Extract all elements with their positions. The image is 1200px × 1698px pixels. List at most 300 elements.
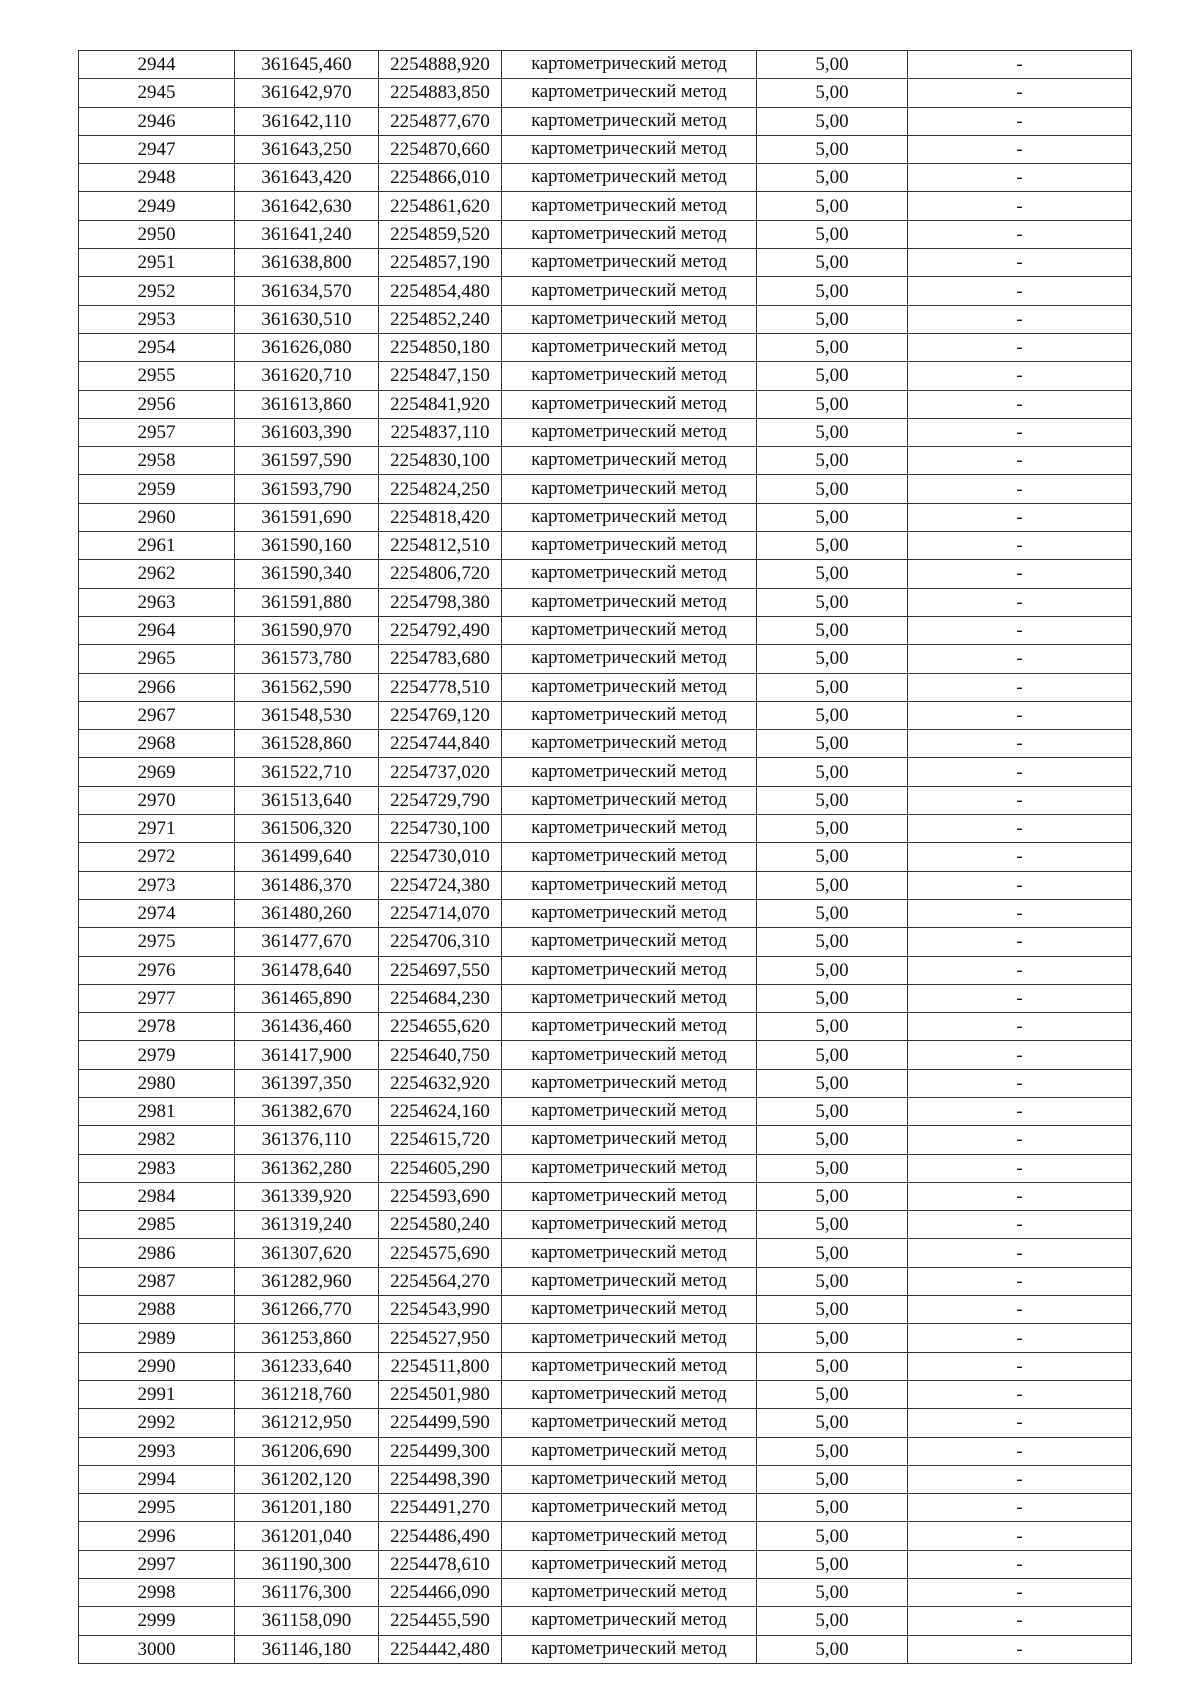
method-cell: картометрический метод [502,1069,757,1097]
point-number-cell: 2951 [79,249,235,277]
point-number-cell: 2982 [79,1126,235,1154]
method-cell: картометрический метод [502,1324,757,1352]
precision-cell: 5,00 [757,220,908,248]
point-number-cell: 2959 [79,475,235,503]
description-cell: - [908,758,1132,786]
method-cell: картометрический метод [502,475,757,503]
point-number-cell: 2986 [79,1239,235,1267]
point-number-cell: 2981 [79,1097,235,1125]
x-coordinate-cell: 361522,710 [235,758,379,786]
table-row [79,164,1132,192]
x-coordinate-cell: 361218,760 [235,1380,379,1408]
point-number-cell: 2967 [79,701,235,729]
precision-cell: 5,00 [757,588,908,616]
y-coordinate-cell: 2254478,610 [379,1550,502,1578]
precision-cell: 5,00 [757,1437,908,1465]
table-row [79,1182,1132,1210]
point-number-cell: 2998 [79,1579,235,1607]
x-coordinate-cell: 361146,180 [235,1635,379,1663]
y-coordinate-cell: 2254684,230 [379,984,502,1012]
x-coordinate-cell: 361212,950 [235,1409,379,1437]
table-row [79,786,1132,814]
y-coordinate-cell: 2254442,480 [379,1635,502,1663]
point-number-cell: 2995 [79,1494,235,1522]
x-coordinate-cell: 361319,240 [235,1211,379,1239]
point-number-cell: 2953 [79,305,235,333]
point-number-cell: 2966 [79,673,235,701]
point-number-cell: 2972 [79,843,235,871]
table-row [79,588,1132,616]
point-number-cell: 2979 [79,1041,235,1069]
method-cell: картометрический метод [502,645,757,673]
x-coordinate-cell: 361506,320 [235,815,379,843]
table-row [79,1550,1132,1578]
table-row [79,871,1132,899]
table-row [79,956,1132,984]
description-cell: - [908,730,1132,758]
table-row [79,333,1132,361]
table-row [79,1635,1132,1663]
x-coordinate-cell: 361562,590 [235,673,379,701]
table-row [79,1409,1132,1437]
point-number-cell: 2962 [79,560,235,588]
point-number-cell: 2944 [79,51,235,79]
method-cell: картометрический метод [502,390,757,418]
point-number-cell: 2994 [79,1465,235,1493]
y-coordinate-cell: 2254486,490 [379,1522,502,1550]
table-row [79,701,1132,729]
method-cell: картометрический метод [502,79,757,107]
precision-cell: 5,00 [757,447,908,475]
table-row [79,1239,1132,1267]
description-cell: - [908,418,1132,446]
method-cell: картометрический метод [502,1607,757,1635]
table-row [79,673,1132,701]
table-row [79,730,1132,758]
y-coordinate-cell: 2254655,620 [379,1013,502,1041]
point-number-cell: 2996 [79,1522,235,1550]
point-number-cell: 2975 [79,928,235,956]
point-number-cell: 2965 [79,645,235,673]
x-coordinate-cell: 361397,350 [235,1069,379,1097]
x-coordinate-cell: 361645,460 [235,51,379,79]
y-coordinate-cell: 2254697,550 [379,956,502,984]
y-coordinate-cell: 2254543,990 [379,1296,502,1324]
table-row [79,390,1132,418]
method-cell: картометрический метод [502,899,757,927]
point-number-cell: 2948 [79,164,235,192]
description-cell: - [908,135,1132,163]
precision-cell: 5,00 [757,673,908,701]
x-coordinate-cell: 361573,780 [235,645,379,673]
method-cell: картометрический метод [502,1494,757,1522]
point-number-cell: 2984 [79,1182,235,1210]
table-row [79,1296,1132,1324]
precision-cell: 5,00 [757,192,908,220]
y-coordinate-cell: 2254498,390 [379,1465,502,1493]
y-coordinate-cell: 2254769,120 [379,701,502,729]
x-coordinate-cell: 361307,620 [235,1239,379,1267]
method-cell: картометрический метод [502,786,757,814]
y-coordinate-cell: 2254847,150 [379,362,502,390]
y-coordinate-cell: 2254455,590 [379,1607,502,1635]
x-coordinate-cell: 361528,860 [235,730,379,758]
point-number-cell: 2977 [79,984,235,1012]
x-coordinate-cell: 361593,790 [235,475,379,503]
description-cell: - [908,1324,1132,1352]
y-coordinate-cell: 2254724,380 [379,871,502,899]
point-number-cell: 2949 [79,192,235,220]
y-coordinate-cell: 2254798,380 [379,588,502,616]
y-coordinate-cell: 2254830,100 [379,447,502,475]
x-coordinate-cell: 361253,860 [235,1324,379,1352]
description-cell: - [908,1550,1132,1578]
description-cell: - [908,503,1132,531]
y-coordinate-cell: 2254575,690 [379,1239,502,1267]
y-coordinate-cell: 2254744,840 [379,730,502,758]
point-number-cell: 2983 [79,1154,235,1182]
x-coordinate-cell: 361513,640 [235,786,379,814]
precision-cell: 5,00 [757,362,908,390]
point-number-cell: 2961 [79,532,235,560]
precision-cell: 5,00 [757,1494,908,1522]
point-number-cell: 2952 [79,277,235,305]
x-coordinate-cell: 361620,710 [235,362,379,390]
point-number-cell: 3000 [79,1635,235,1663]
description-cell: - [908,1154,1132,1182]
description-cell: - [908,1380,1132,1408]
point-number-cell: 2945 [79,79,235,107]
method-cell: картометрический метод [502,1522,757,1550]
precision-cell: 5,00 [757,1267,908,1295]
y-coordinate-cell: 2254852,240 [379,305,502,333]
description-cell: - [908,447,1132,475]
precision-cell: 5,00 [757,701,908,729]
point-number-cell: 2947 [79,135,235,163]
y-coordinate-cell: 2254593,690 [379,1182,502,1210]
point-number-cell: 2971 [79,815,235,843]
method-cell: картометрический метод [502,1635,757,1663]
method-cell: картометрический метод [502,1267,757,1295]
table-row [79,1324,1132,1352]
precision-cell: 5,00 [757,503,908,531]
precision-cell: 5,00 [757,730,908,758]
precision-cell: 5,00 [757,956,908,984]
precision-cell: 5,00 [757,1352,908,1380]
y-coordinate-cell: 2254859,520 [379,220,502,248]
table-row [79,1579,1132,1607]
y-coordinate-cell: 2254870,660 [379,135,502,163]
y-coordinate-cell: 2254792,490 [379,616,502,644]
y-coordinate-cell: 2254624,160 [379,1097,502,1125]
y-coordinate-cell: 2254854,480 [379,277,502,305]
table-row [79,1267,1132,1295]
y-coordinate-cell: 2254824,250 [379,475,502,503]
description-cell: - [908,843,1132,871]
x-coordinate-cell: 361591,690 [235,503,379,531]
table-row [79,1069,1132,1097]
x-coordinate-cell: 361478,640 [235,956,379,984]
method-cell: картометрический метод [502,503,757,531]
table-row [79,645,1132,673]
description-cell: - [908,1069,1132,1097]
method-cell: картометрический метод [502,277,757,305]
method-cell: картометрический метод [502,843,757,871]
point-number-cell: 2989 [79,1324,235,1352]
description-cell: - [908,532,1132,560]
description-cell: - [908,560,1132,588]
y-coordinate-cell: 2254818,420 [379,503,502,531]
y-coordinate-cell: 2254499,590 [379,1409,502,1437]
x-coordinate-cell: 361158,090 [235,1607,379,1635]
method-cell: картометрический метод [502,305,757,333]
method-cell: картометрический метод [502,1211,757,1239]
x-coordinate-cell: 361206,690 [235,1437,379,1465]
y-coordinate-cell: 2254491,270 [379,1494,502,1522]
method-cell: картометрический метод [502,984,757,1012]
y-coordinate-cell: 2254883,850 [379,79,502,107]
y-coordinate-cell: 2254877,670 [379,107,502,135]
description-cell: - [908,956,1132,984]
method-cell: картометрический метод [502,1041,757,1069]
precision-cell: 5,00 [757,135,908,163]
table-row [79,1352,1132,1380]
y-coordinate-cell: 2254866,010 [379,164,502,192]
precision-cell: 5,00 [757,1409,908,1437]
description-cell: - [908,1239,1132,1267]
precision-cell: 5,00 [757,1069,908,1097]
method-cell: картометрический метод [502,135,757,163]
method-cell: картометрический метод [502,815,757,843]
method-cell: картометрический метод [502,220,757,248]
table-row [79,1494,1132,1522]
method-cell: картометрический метод [502,871,757,899]
point-number-cell: 2985 [79,1211,235,1239]
table-row [79,616,1132,644]
point-number-cell: 2974 [79,899,235,927]
x-coordinate-cell: 361634,570 [235,277,379,305]
table-row [79,51,1132,79]
precision-cell: 5,00 [757,390,908,418]
y-coordinate-cell: 2254812,510 [379,532,502,560]
precision-cell: 5,00 [757,333,908,361]
description-cell: - [908,192,1132,220]
point-number-cell: 2956 [79,390,235,418]
description-cell: - [908,277,1132,305]
x-coordinate-cell: 361376,110 [235,1126,379,1154]
precision-cell: 5,00 [757,79,908,107]
point-number-cell: 2976 [79,956,235,984]
point-number-cell: 2980 [79,1069,235,1097]
y-coordinate-cell: 2254857,190 [379,249,502,277]
point-number-cell: 2997 [79,1550,235,1578]
precision-cell: 5,00 [757,475,908,503]
y-coordinate-cell: 2254605,290 [379,1154,502,1182]
point-number-cell: 2970 [79,786,235,814]
x-coordinate-cell: 361477,670 [235,928,379,956]
description-cell: - [908,1352,1132,1380]
table-row [79,135,1132,163]
table-row [79,532,1132,560]
method-cell: картометрический метод [502,1437,757,1465]
precision-cell: 5,00 [757,928,908,956]
table-row [79,503,1132,531]
method-cell: картометрический метод [502,1409,757,1437]
coordinates-table [78,50,1132,1664]
method-cell: картометрический метод [502,1465,757,1493]
description-cell: - [908,928,1132,956]
description-cell: - [908,984,1132,1012]
description-cell: - [908,786,1132,814]
precision-cell: 5,00 [757,1211,908,1239]
point-number-cell: 2973 [79,871,235,899]
precision-cell: 5,00 [757,1182,908,1210]
x-coordinate-cell: 361382,670 [235,1097,379,1125]
description-cell: - [908,305,1132,333]
precision-cell: 5,00 [757,1041,908,1069]
precision-cell: 5,00 [757,1550,908,1578]
y-coordinate-cell: 2254527,950 [379,1324,502,1352]
table-row [79,1126,1132,1154]
y-coordinate-cell: 2254501,980 [379,1380,502,1408]
y-coordinate-cell: 2254499,300 [379,1437,502,1465]
y-coordinate-cell: 2254632,920 [379,1069,502,1097]
precision-cell: 5,00 [757,1607,908,1635]
point-number-cell: 2993 [79,1437,235,1465]
precision-cell: 5,00 [757,1296,908,1324]
description-cell: - [908,1097,1132,1125]
table-row [79,1013,1132,1041]
method-cell: картометрический метод [502,758,757,786]
precision-cell: 5,00 [757,645,908,673]
precision-cell: 5,00 [757,1465,908,1493]
table-row [79,192,1132,220]
method-cell: картометрический метод [502,701,757,729]
precision-cell: 5,00 [757,1579,908,1607]
description-cell: - [908,588,1132,616]
point-number-cell: 2992 [79,1409,235,1437]
method-cell: картометрический метод [502,1097,757,1125]
x-coordinate-cell: 361603,390 [235,418,379,446]
description-cell: - [908,164,1132,192]
x-coordinate-cell: 361548,530 [235,701,379,729]
description-cell: - [908,1296,1132,1324]
method-cell: картометрический метод [502,588,757,616]
table-row [79,305,1132,333]
precision-cell: 5,00 [757,305,908,333]
x-coordinate-cell: 361642,630 [235,192,379,220]
table-row [79,815,1132,843]
y-coordinate-cell: 2254888,920 [379,51,502,79]
point-number-cell: 2999 [79,1607,235,1635]
description-cell: - [908,220,1132,248]
y-coordinate-cell: 2254640,750 [379,1041,502,1069]
method-cell: картометрический метод [502,192,757,220]
method-cell: картометрический метод [502,1239,757,1267]
method-cell: картометрический метод [502,1380,757,1408]
method-cell: картометрический метод [502,532,757,560]
table-row [79,249,1132,277]
x-coordinate-cell: 361176,300 [235,1579,379,1607]
y-coordinate-cell: 2254615,720 [379,1126,502,1154]
method-cell: картометрический метод [502,164,757,192]
description-cell: - [908,1013,1132,1041]
precision-cell: 5,00 [757,164,908,192]
table-row [79,1041,1132,1069]
description-cell: - [908,79,1132,107]
y-coordinate-cell: 2254511,800 [379,1352,502,1380]
y-coordinate-cell: 2254714,070 [379,899,502,927]
point-number-cell: 2946 [79,107,235,135]
point-number-cell: 2958 [79,447,235,475]
method-cell: картометрический метод [502,447,757,475]
description-cell: - [908,1607,1132,1635]
precision-cell: 5,00 [757,1097,908,1125]
x-coordinate-cell: 361597,590 [235,447,379,475]
precision-cell: 5,00 [757,1126,908,1154]
point-number-cell: 2954 [79,333,235,361]
precision-cell: 5,00 [757,1154,908,1182]
table-row [79,362,1132,390]
description-cell: - [908,1041,1132,1069]
x-coordinate-cell: 361465,890 [235,984,379,1012]
description-cell: - [908,645,1132,673]
method-cell: картометрический метод [502,1182,757,1210]
description-cell: - [908,1579,1132,1607]
method-cell: картометрический метод [502,333,757,361]
description-cell: - [908,1211,1132,1239]
table-row [79,928,1132,956]
table-row [79,1097,1132,1125]
x-coordinate-cell: 361591,880 [235,588,379,616]
description-cell: - [908,1437,1132,1465]
table-row [79,418,1132,446]
point-number-cell: 2968 [79,730,235,758]
description-cell: - [908,333,1132,361]
table-row [79,1607,1132,1635]
x-coordinate-cell: 361613,860 [235,390,379,418]
description-cell: - [908,701,1132,729]
x-coordinate-cell: 361436,460 [235,1013,379,1041]
x-coordinate-cell: 361590,160 [235,532,379,560]
y-coordinate-cell: 2254806,720 [379,560,502,588]
table-row [79,1437,1132,1465]
table-row [79,1211,1132,1239]
method-cell: картометрический метод [502,1296,757,1324]
y-coordinate-cell: 2254837,110 [379,418,502,446]
x-coordinate-cell: 361499,640 [235,843,379,871]
x-coordinate-cell: 361630,510 [235,305,379,333]
x-coordinate-cell: 361233,640 [235,1352,379,1380]
x-coordinate-cell: 361643,250 [235,135,379,163]
description-cell: - [908,249,1132,277]
point-number-cell: 2950 [79,220,235,248]
precision-cell: 5,00 [757,1635,908,1663]
point-number-cell: 2988 [79,1296,235,1324]
method-cell: картометрический метод [502,616,757,644]
precision-cell: 5,00 [757,871,908,899]
point-number-cell: 2978 [79,1013,235,1041]
table-row [79,843,1132,871]
precision-cell: 5,00 [757,1013,908,1041]
method-cell: картометрический метод [502,560,757,588]
point-number-cell: 2987 [79,1267,235,1295]
table-row [79,1522,1132,1550]
x-coordinate-cell: 361638,800 [235,249,379,277]
y-coordinate-cell: 2254861,620 [379,192,502,220]
point-number-cell: 2955 [79,362,235,390]
method-cell: картометрический метод [502,1154,757,1182]
